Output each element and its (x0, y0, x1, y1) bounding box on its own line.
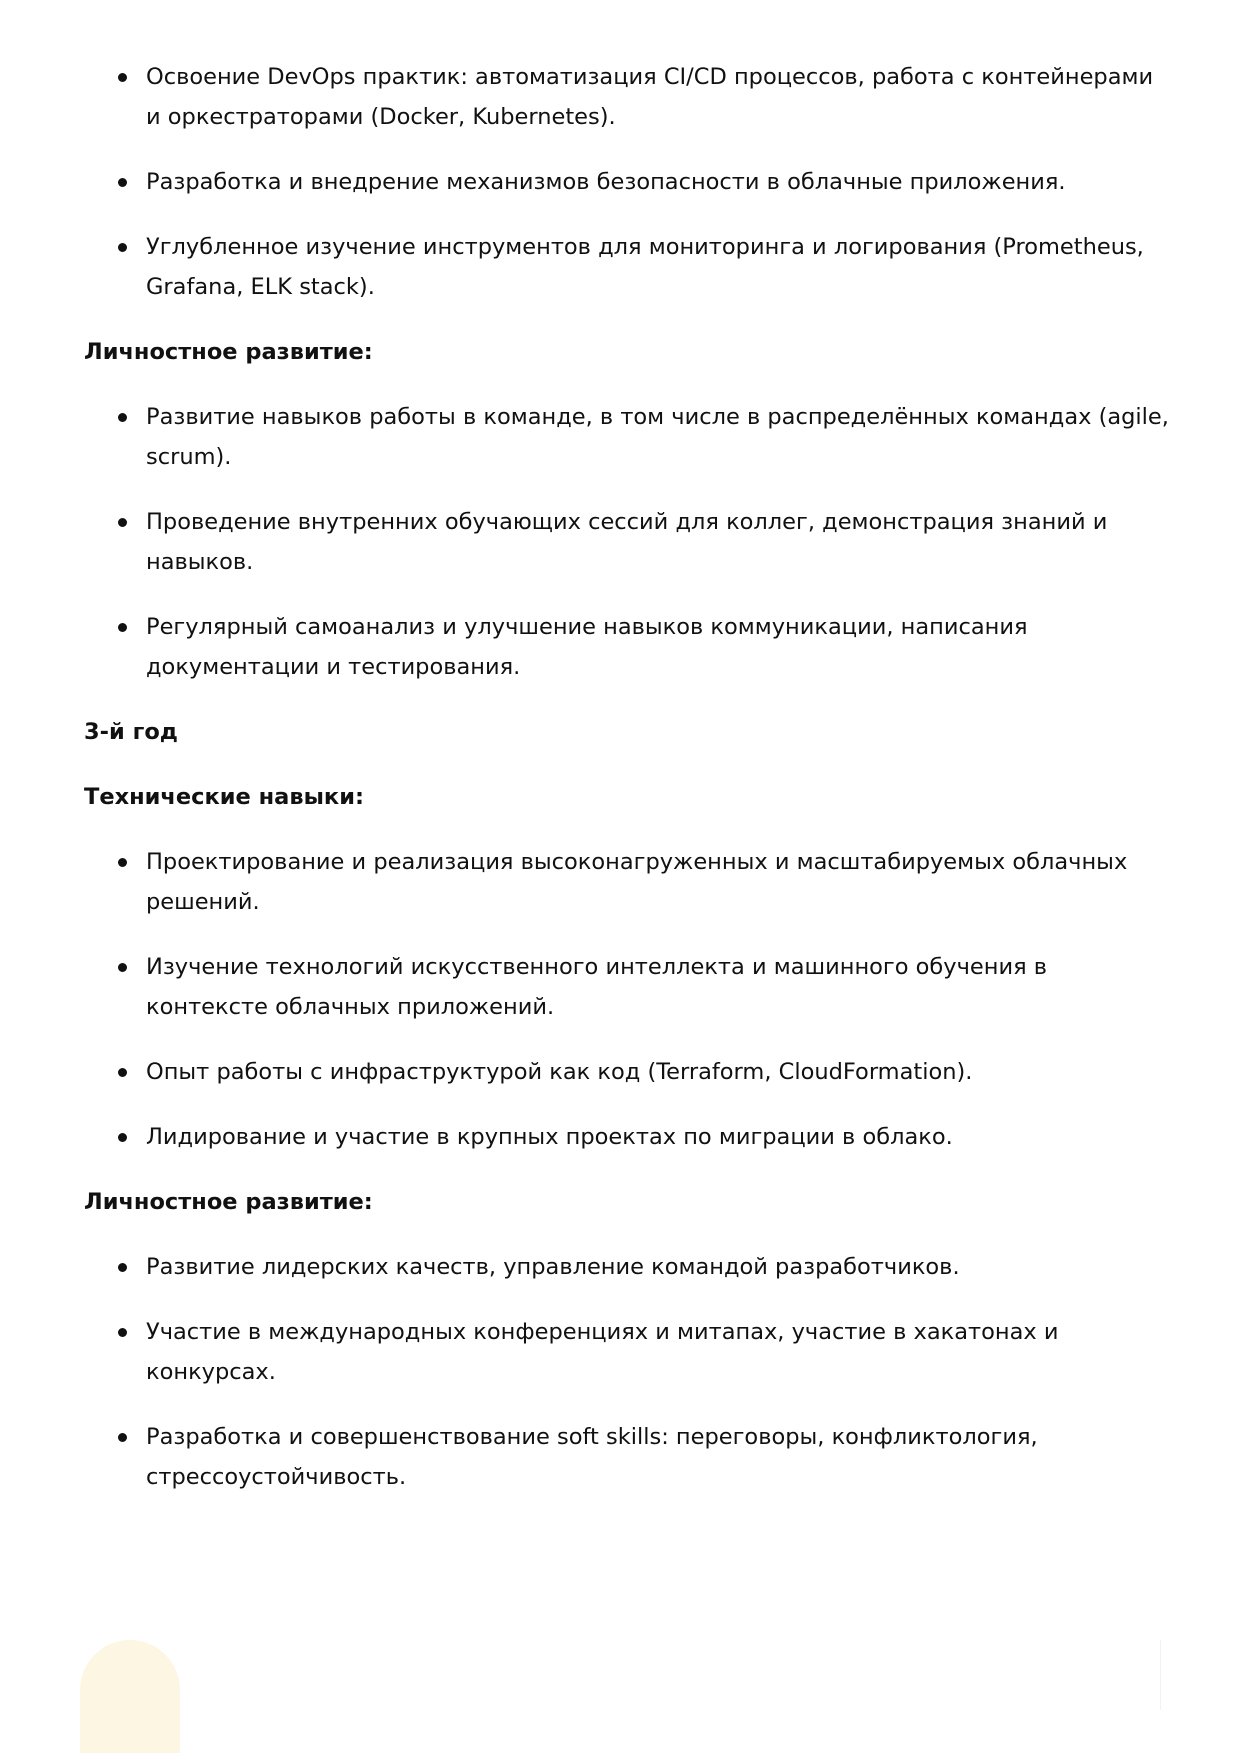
list-item: Разработка и совершенствование soft skills: переговоры, конфликтология, стрессоустойчивость. (84, 1417, 1169, 1497)
technical-skills-list (84, 842, 1169, 1157)
personal-development-heading-year-3: Личностное развитие: (84, 1189, 373, 1215)
decorative-footer-line (1160, 1640, 1161, 1710)
list-item: Регулярный самоанализ и улучшение навыков коммуникации, написания документации и тестирования. (84, 607, 1169, 687)
list-item: Опыт работы с инфраструктурой как код (Terraform, CloudFormation). (84, 1052, 1169, 1092)
list-item: Разработка и внедрение механизмов безопасности в облачные приложения. (84, 162, 1169, 202)
list-item: Развитие навыков работы в команде, в том числе в распределённых командах (agile, scrum). (84, 397, 1169, 477)
technical-skills-heading: Технические навыки: (84, 784, 364, 810)
list-item: Проектирование и реализация высоконагруженных и масштабируемых облачных решений. (84, 842, 1169, 922)
personal-development-list-year-3 (84, 1247, 1169, 1497)
personal-development-list (84, 397, 1169, 687)
list-item: Углубленное изучение инструментов для мониторинга и логирования (Prometheus, Grafana, ELK stack). (84, 227, 1169, 307)
list-item: Развитие лидерских качеств, управление командой разработчиков. (84, 1247, 1169, 1287)
list-item: Лидирование и участие в крупных проектах по миграции в облако. (84, 1117, 1169, 1157)
list-item: Изучение технологий искусственного интеллекта и машинного обучения в контексте облачных приложений. (84, 947, 1169, 1027)
list-item: Освоение DevOps практик: автоматизация CI/CD процессов, работа с контейнерами и оркестраторами (Docker, Kubernetes). (84, 57, 1169, 137)
personal-development-heading: Личностное развитие: (84, 339, 373, 365)
devops-skills-list (84, 57, 1169, 307)
decorative-footer-shape (80, 1640, 180, 1753)
document-content (84, 57, 1169, 1522)
list-item: Проведение внутренних обучающих сессий для коллег, демонстрация знаний и навыков. (84, 502, 1169, 582)
year-3-heading: 3-й год (84, 719, 178, 745)
list-item: Участие в международных конференциях и митапах, участие в хакатонах и конкурсах. (84, 1312, 1169, 1392)
